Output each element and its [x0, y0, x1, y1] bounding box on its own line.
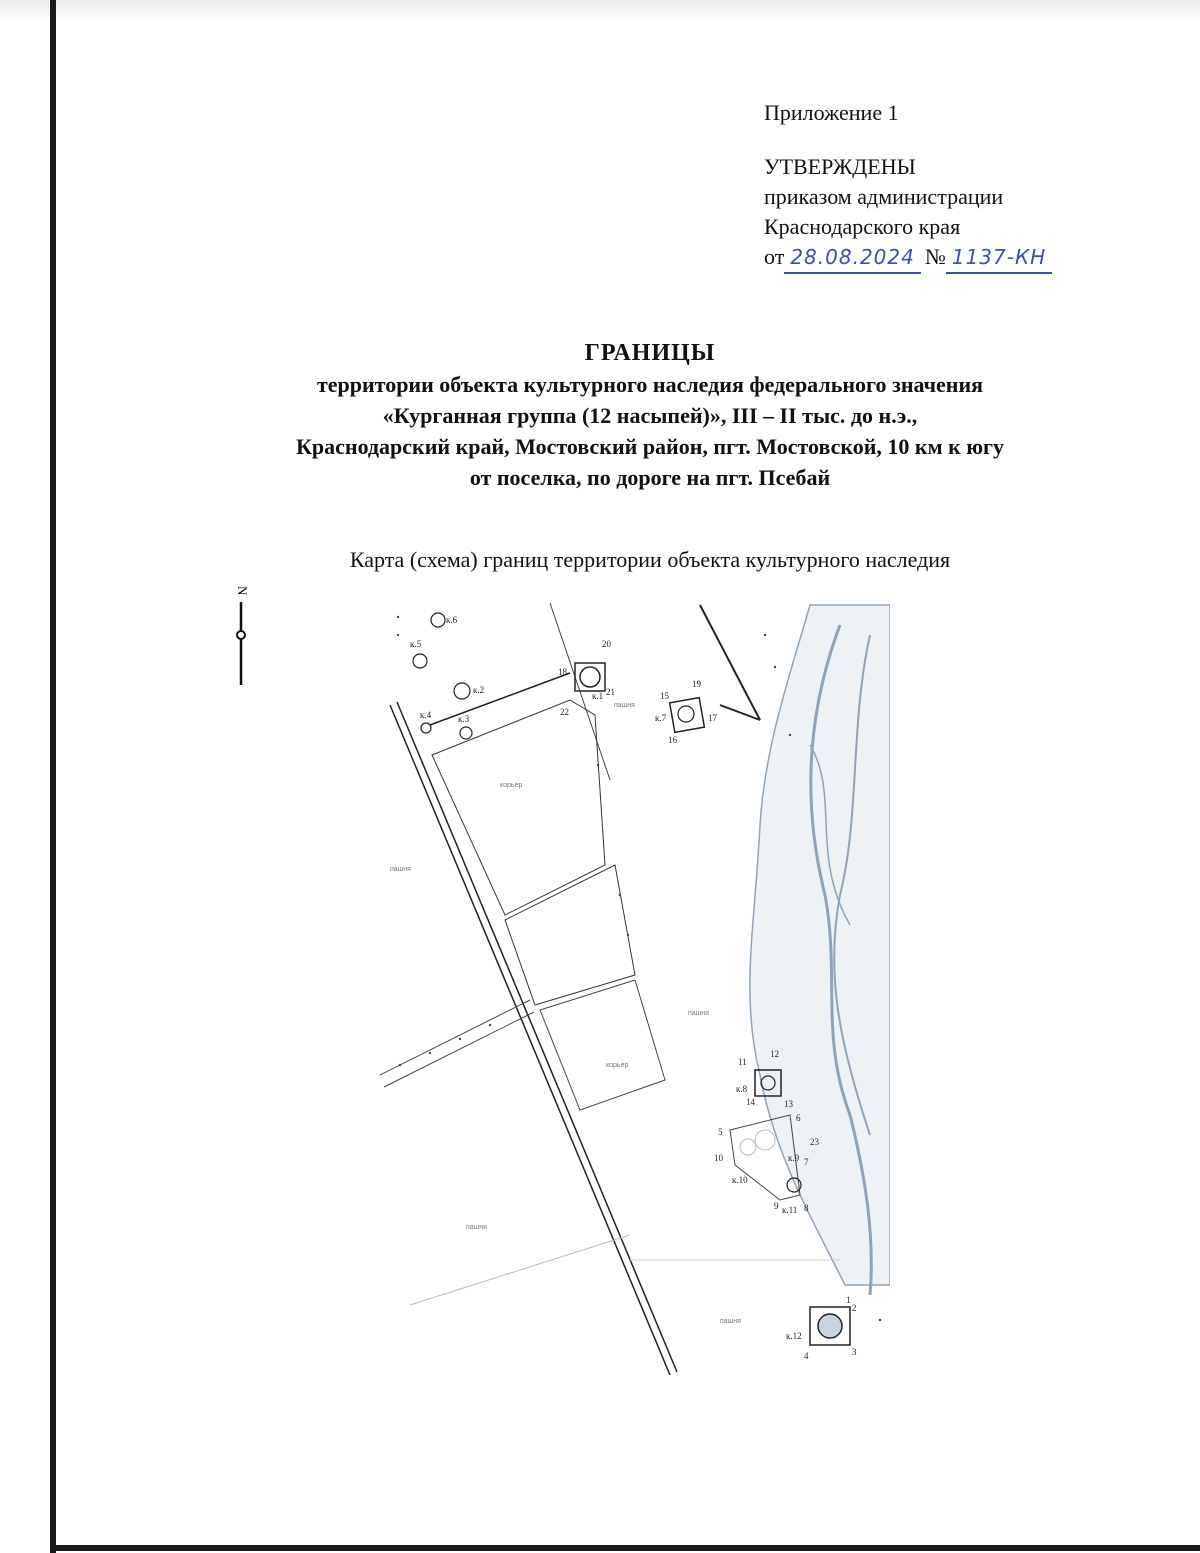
point-15: 15: [660, 691, 669, 701]
map-label-k3: к.3: [458, 714, 470, 724]
point-14: 14: [746, 1097, 755, 1107]
mound-5: [413, 654, 427, 668]
survey-dot: [627, 934, 629, 936]
scan-top-shadow: [0, 0, 1200, 22]
land-label-arable-2: пашня: [614, 702, 635, 709]
point-19: 19: [692, 679, 701, 689]
land-label-quarry-2: корьер: [606, 1062, 629, 1069]
map-caption: Карта (схема) границ территории объекта культурного наследия: [349, 547, 951, 572]
title-line-4: от поселка, по дороге на пгт. Псебай: [469, 465, 831, 490]
main-road-line-b: [397, 702, 677, 1372]
mound-9: [755, 1130, 775, 1150]
point-8: 8: [804, 1203, 809, 1213]
map-label-k1: к.1: [592, 691, 604, 701]
point-12: 12: [770, 1049, 779, 1059]
mound-7-boundary: [670, 698, 705, 733]
north-arrow: [228, 580, 258, 690]
point-7: 7: [804, 1157, 809, 1167]
point-17: 17: [708, 713, 717, 723]
mound-12: [818, 1314, 842, 1338]
main-road-line-a: [390, 705, 670, 1375]
scan-bottom-edge: [50, 1545, 1200, 1551]
approval-date-number: [764, 242, 1052, 274]
river-area: [750, 605, 890, 1285]
point-3: 3: [852, 1347, 857, 1357]
point-2: 2: [852, 1303, 857, 1313]
east-track-line: [700, 605, 760, 720]
survey-dot: [397, 634, 399, 636]
handwritten-date: 28.08.2024: [784, 242, 921, 274]
survey-dot: [619, 894, 621, 896]
south-track: [410, 1235, 630, 1305]
upper-boundary-road: [430, 673, 570, 725]
point-23: 23: [810, 1137, 819, 1147]
map-label-k9: к.9: [788, 1153, 800, 1163]
mound-6: [431, 613, 445, 627]
document-title: [200, 338, 1100, 493]
title-line-1: территории объекта культурного наследия федерального значения: [316, 372, 984, 397]
map-label-k8: к.8: [736, 1084, 748, 1094]
point-18: 18: [558, 667, 567, 677]
land-label-arable-3: пашня: [688, 1010, 709, 1017]
point-22: 22: [560, 707, 569, 717]
approval-line-1: приказом администрации: [764, 184, 1004, 209]
land-label-arable-5: пашня: [720, 1318, 741, 1325]
map-label-k5: к.5: [410, 639, 422, 649]
map-label-k12: к.12: [786, 1331, 802, 1341]
north-arrow-hub: [237, 631, 245, 639]
survey-dot: [429, 1052, 431, 1054]
north-label: N: [235, 586, 250, 596]
map-label-k11: к.11: [782, 1205, 798, 1215]
mound-1: [580, 667, 600, 687]
survey-dot: [879, 1319, 881, 1321]
point-10: 10: [714, 1153, 723, 1163]
point-11: 11: [738, 1057, 747, 1067]
title-line-3: Краснодарский край, Мостовский район, пгт. Мостовской, 10 км к югу: [295, 434, 1005, 459]
land-label-arable-1: пашня: [390, 866, 411, 873]
annex-label: Приложение 1: [764, 100, 899, 125]
handwritten-number: 1137-КН: [946, 242, 1052, 274]
mound-10: [740, 1139, 756, 1155]
mound-7: [678, 706, 694, 722]
point-9: 9: [774, 1201, 779, 1211]
point-6: 6: [796, 1113, 801, 1123]
title-line-2: «Курганная группа (12 насыпей)», III – II тыс. до н.э.,: [382, 403, 918, 428]
scan-left-edge: [50, 0, 56, 1553]
map-scheme: [370, 595, 890, 1385]
survey-dot: [489, 1024, 491, 1026]
land-label-quarry-1: корьер: [500, 782, 523, 789]
cross-road-a: [380, 1000, 530, 1075]
survey-dot: [789, 734, 791, 736]
point-16: 16: [668, 735, 677, 745]
survey-dot: [774, 666, 776, 668]
approval-line-2: Краснодарского края: [764, 214, 961, 239]
point-5: 5: [718, 1127, 723, 1137]
map-label-k2: к.2: [473, 685, 485, 695]
mound-4: [421, 723, 431, 733]
middle-quarry-field: [505, 865, 635, 1005]
point-1: 1: [846, 1295, 851, 1305]
mound-3: [460, 727, 472, 739]
map-label-k10: к.10: [732, 1175, 748, 1185]
map-label-k6: к.6: [446, 615, 458, 625]
point-20: 20: [602, 639, 611, 649]
approval-heading: УТВЕРЖДЕНЫ: [764, 154, 916, 179]
point-21: 21: [606, 687, 615, 697]
point-4: 4: [804, 1351, 809, 1361]
map-label-k4: к.4: [420, 710, 432, 720]
survey-dot: [597, 764, 599, 766]
survey-dot: [764, 634, 766, 636]
point-13: 13: [784, 1099, 793, 1109]
map-label-k7: к.7: [655, 713, 667, 723]
survey-dot: [399, 1064, 401, 1066]
cross-road-b: [384, 1012, 534, 1087]
survey-dot: [459, 1038, 461, 1040]
approval-block: [764, 98, 1052, 274]
survey-dot: [397, 616, 399, 618]
number-prefix: №: [924, 244, 946, 269]
title-main: ГРАНИЦЫ: [584, 340, 716, 366]
land-label-arable-4: пашня: [466, 1224, 487, 1231]
date-prefix: от: [764, 244, 785, 269]
mound-2: [454, 683, 470, 699]
